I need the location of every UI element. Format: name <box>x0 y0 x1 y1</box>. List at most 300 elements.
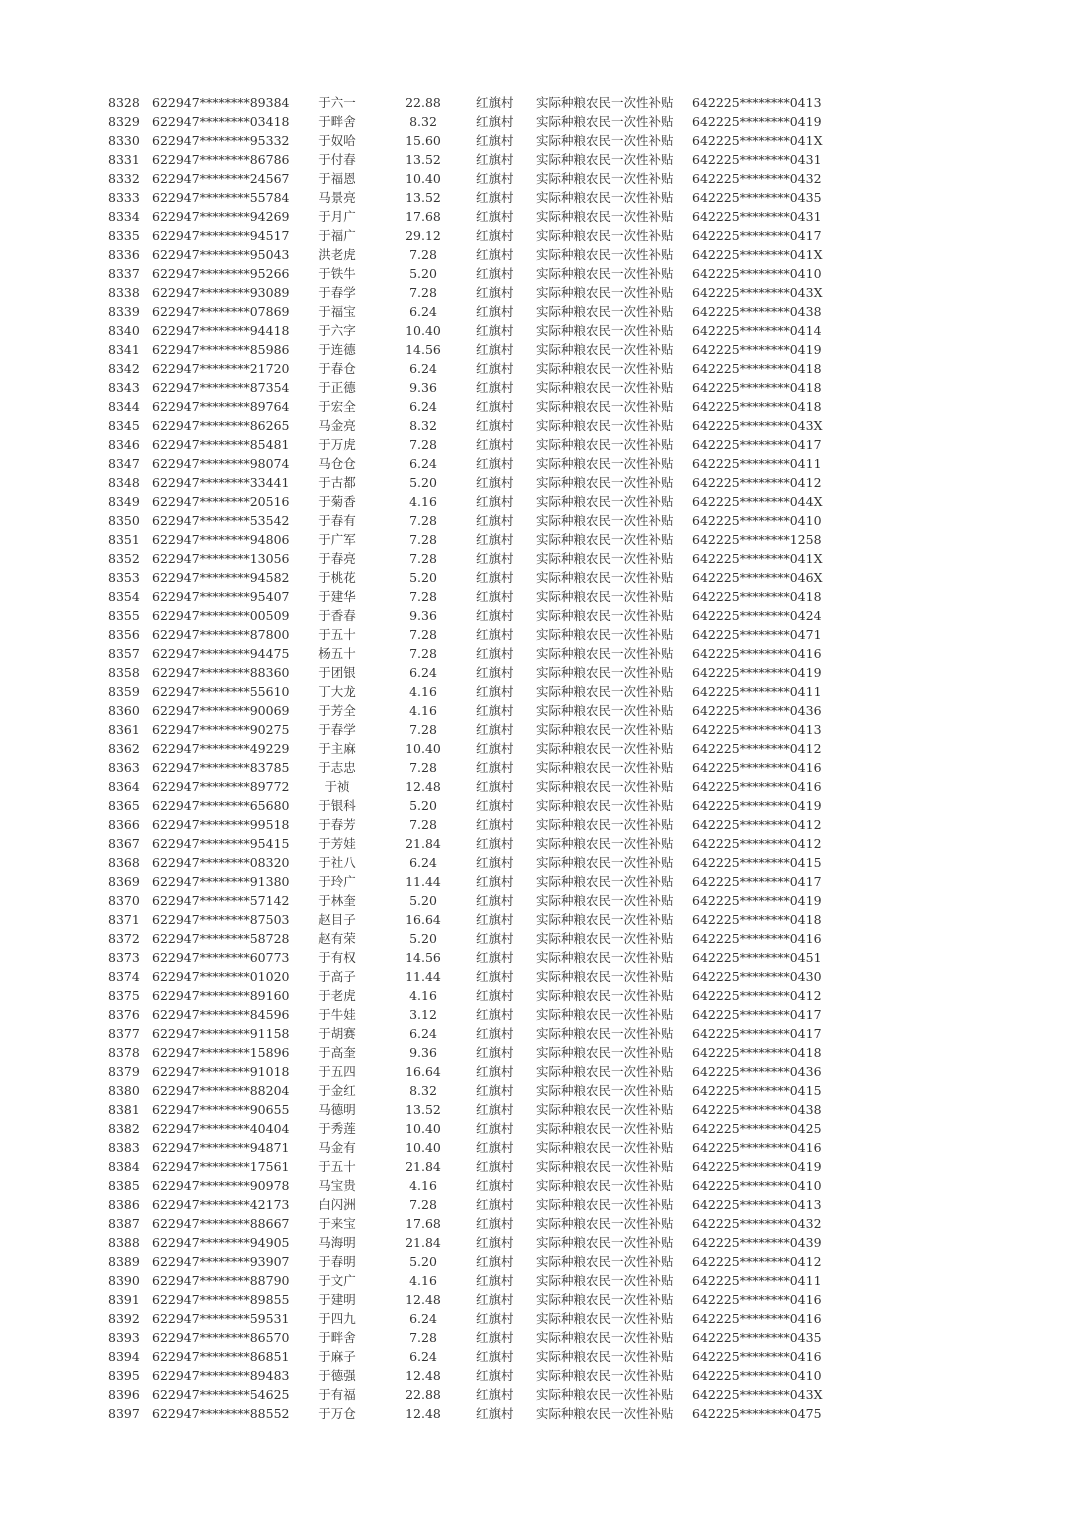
village-name: 红旗村 <box>476 456 514 471</box>
id-number: 642225********0432 <box>692 171 822 186</box>
farmer-name: 于芳全 <box>318 703 356 718</box>
id-number: 642225********0416 <box>692 646 822 661</box>
table-row <box>0 435 1074 454</box>
table-row <box>0 1404 1074 1423</box>
farmer-name: 于牛娃 <box>318 1007 356 1022</box>
table-row <box>0 131 1074 150</box>
id-number: 642225********0419 <box>692 665 822 680</box>
village-name: 红旗村 <box>476 741 514 756</box>
farmer-name: 于六一 <box>318 95 356 110</box>
subsidy-type: 实际种粮农民一次性补贴 <box>536 1159 674 1174</box>
village-name: 红旗村 <box>476 494 514 509</box>
table-row <box>0 910 1074 929</box>
village-name: 红旗村 <box>476 323 514 338</box>
subsidy-type: 实际种粮农民一次性补贴 <box>536 570 674 585</box>
bank-account: 622947********86570 <box>152 1330 290 1345</box>
bank-account: 622947********94269 <box>152 209 290 224</box>
subsidy-type: 实际种粮农民一次性补贴 <box>536 950 674 965</box>
table-row <box>0 93 1074 112</box>
row-seq: 8358 <box>108 665 140 680</box>
subsidy-type: 实际种粮农民一次性补贴 <box>536 1292 674 1307</box>
row-seq: 8335 <box>108 228 140 243</box>
subsidy-amount: 6.24 <box>409 361 437 376</box>
village-name: 红旗村 <box>476 513 514 528</box>
subsidy-amount: 4.16 <box>409 988 437 1003</box>
table-row <box>0 986 1074 1005</box>
subsidy-amount: 7.28 <box>409 551 437 566</box>
subsidy-type: 实际种粮农民一次性补贴 <box>536 1197 674 1212</box>
id-number: 642225********0419 <box>692 1159 822 1174</box>
village-name: 红旗村 <box>476 1235 514 1250</box>
farmer-name: 马金亮 <box>318 418 356 433</box>
id-number: 642225********0451 <box>692 950 822 965</box>
subsidy-type: 实际种粮农民一次性补贴 <box>536 1102 674 1117</box>
table-row <box>0 416 1074 435</box>
row-seq: 8382 <box>108 1121 140 1136</box>
subsidy-amount: 21.84 <box>405 1159 441 1174</box>
row-seq: 8390 <box>108 1273 140 1288</box>
farmer-name: 于菊香 <box>318 494 356 509</box>
bank-account: 622947********95332 <box>152 133 290 148</box>
subsidy-type: 实际种粮农民一次性补贴 <box>536 589 674 604</box>
row-seq: 8329 <box>108 114 140 129</box>
row-seq: 8346 <box>108 437 140 452</box>
bank-account: 622947********89855 <box>152 1292 290 1307</box>
village-name: 红旗村 <box>476 1406 514 1421</box>
subsidy-type: 实际种粮农民一次性补贴 <box>536 190 674 205</box>
subsidy-amount: 7.28 <box>409 589 437 604</box>
village-name: 红旗村 <box>476 228 514 243</box>
farmer-name: 于六字 <box>318 323 356 338</box>
village-name: 红旗村 <box>476 893 514 908</box>
table-row <box>0 1043 1074 1062</box>
farmer-name: 于林奎 <box>318 893 356 908</box>
village-name: 红旗村 <box>476 152 514 167</box>
id-number: 642225********0417 <box>692 874 822 889</box>
farmer-name: 于春有 <box>318 513 356 528</box>
village-name: 红旗村 <box>476 855 514 870</box>
subsidy-type: 实际种粮农民一次性补贴 <box>536 1026 674 1041</box>
id-number: 642225********044X <box>692 494 823 509</box>
table-row <box>0 758 1074 777</box>
village-name: 红旗村 <box>476 1273 514 1288</box>
table-row <box>0 1024 1074 1043</box>
bank-account: 622947********88360 <box>152 665 290 680</box>
id-number: 642225********0435 <box>692 190 822 205</box>
village-name: 红旗村 <box>476 1311 514 1326</box>
table-row <box>0 1214 1074 1233</box>
subsidy-type: 实际种粮农民一次性补贴 <box>536 171 674 186</box>
row-seq: 8377 <box>108 1026 140 1041</box>
id-number: 642225********0417 <box>692 437 822 452</box>
farmer-name: 于月广 <box>318 209 356 224</box>
subsidy-type: 实际种粮农民一次性补贴 <box>536 532 674 547</box>
row-seq: 8352 <box>108 551 140 566</box>
bank-account: 622947********87503 <box>152 912 290 927</box>
subsidy-amount: 22.88 <box>405 1387 441 1402</box>
id-number: 642225********1258 <box>692 532 822 547</box>
subsidy-type: 实际种粮农民一次性补贴 <box>536 247 674 262</box>
subsidy-type: 实际种粮农民一次性补贴 <box>536 418 674 433</box>
subsidy-type: 实际种粮农民一次性补贴 <box>536 1121 674 1136</box>
bank-account: 622947********87354 <box>152 380 290 395</box>
farmer-name: 于来宝 <box>318 1216 356 1231</box>
id-number: 642225********0416 <box>692 931 822 946</box>
row-seq: 8368 <box>108 855 140 870</box>
id-number: 642225********0412 <box>692 817 822 832</box>
bank-account: 622947********89160 <box>152 988 290 1003</box>
id-number: 642225********0430 <box>692 969 822 984</box>
bank-account: 622947********85986 <box>152 342 290 357</box>
row-seq: 8355 <box>108 608 140 623</box>
subsidy-amount: 11.44 <box>405 874 441 889</box>
id-number: 642225********0425 <box>692 1121 822 1136</box>
row-seq: 8367 <box>108 836 140 851</box>
bank-account: 622947********89483 <box>152 1368 290 1383</box>
row-seq: 8376 <box>108 1007 140 1022</box>
subsidy-type: 实际种粮农民一次性补贴 <box>536 1178 674 1193</box>
table-row <box>0 1176 1074 1195</box>
subsidy-amount: 6.24 <box>409 399 437 414</box>
bank-account: 622947********93907 <box>152 1254 290 1269</box>
subsidy-type: 实际种粮农民一次性补贴 <box>536 1273 674 1288</box>
farmer-name: 于秀莲 <box>318 1121 356 1136</box>
id-number: 642225********0410 <box>692 1368 822 1383</box>
village-name: 红旗村 <box>476 1178 514 1193</box>
farmer-name: 于春学 <box>318 285 356 300</box>
bank-account: 622947********01020 <box>152 969 290 984</box>
subsidy-amount: 9.36 <box>409 608 437 623</box>
bank-account: 622947********90069 <box>152 703 290 718</box>
subsidy-amount: 10.40 <box>405 1140 441 1155</box>
subsidy-amount: 9.36 <box>409 380 437 395</box>
row-seq: 8331 <box>108 152 140 167</box>
id-number: 642225********0419 <box>692 114 822 129</box>
village-name: 红旗村 <box>476 1140 514 1155</box>
bank-account: 622947********99518 <box>152 817 290 832</box>
subsidy-amount: 9.36 <box>409 1045 437 1060</box>
id-number: 642225********0418 <box>692 399 822 414</box>
row-seq: 8366 <box>108 817 140 832</box>
subsidy-type: 实际种粮农民一次性补贴 <box>536 798 674 813</box>
id-number: 642225********0416 <box>692 1292 822 1307</box>
subsidy-amount: 7.28 <box>409 1330 437 1345</box>
subsidy-amount: 7.28 <box>409 247 437 262</box>
village-name: 红旗村 <box>476 418 514 433</box>
farmer-name: 于四九 <box>318 1311 356 1326</box>
village-name: 红旗村 <box>476 760 514 775</box>
row-seq: 8369 <box>108 874 140 889</box>
subsidy-amount: 12.48 <box>405 1406 441 1421</box>
table-row <box>0 473 1074 492</box>
subsidy-amount: 7.28 <box>409 817 437 832</box>
farmer-name: 于麻子 <box>318 1349 356 1364</box>
row-seq: 8391 <box>108 1292 140 1307</box>
village-name: 红旗村 <box>476 1121 514 1136</box>
id-number: 642225********0432 <box>692 1216 822 1231</box>
farmer-name: 赵有荣 <box>318 931 356 946</box>
row-seq: 8344 <box>108 399 140 414</box>
subsidy-type: 实际种粮农民一次性补贴 <box>536 1406 674 1421</box>
subsidy-type: 实际种粮农民一次性补贴 <box>536 741 674 756</box>
subsidy-type: 实际种粮农民一次性补贴 <box>536 152 674 167</box>
subsidy-amount: 14.56 <box>405 342 441 357</box>
farmer-name: 于文广 <box>318 1273 356 1288</box>
subsidy-amount: 7.28 <box>409 532 437 547</box>
bank-account: 622947********42173 <box>152 1197 290 1212</box>
farmer-name: 于春仓 <box>318 361 356 376</box>
bank-account: 622947********20516 <box>152 494 290 509</box>
row-seq: 8328 <box>108 95 140 110</box>
farmer-name: 于建明 <box>318 1292 356 1307</box>
id-number: 642225********0410 <box>692 513 822 528</box>
table-row <box>0 1081 1074 1100</box>
village-name: 红旗村 <box>476 722 514 737</box>
table-row <box>0 207 1074 226</box>
subsidy-amount: 6.24 <box>409 665 437 680</box>
row-seq: 8357 <box>108 646 140 661</box>
row-seq: 8337 <box>108 266 140 281</box>
subsidy-type: 实际种粮农民一次性补贴 <box>536 855 674 870</box>
village-name: 红旗村 <box>476 285 514 300</box>
row-seq: 8381 <box>108 1102 140 1117</box>
row-seq: 8345 <box>108 418 140 433</box>
farmer-name: 于宏全 <box>318 399 356 414</box>
village-name: 红旗村 <box>476 570 514 585</box>
id-number: 642225********0419 <box>692 798 822 813</box>
row-seq: 8365 <box>108 798 140 813</box>
row-seq: 8356 <box>108 627 140 642</box>
row-seq: 8387 <box>108 1216 140 1231</box>
table-row <box>0 492 1074 511</box>
row-seq: 8334 <box>108 209 140 224</box>
subsidy-type: 实际种粮农民一次性补贴 <box>536 1254 674 1269</box>
id-number: 642225********0412 <box>692 836 822 851</box>
row-seq: 8348 <box>108 475 140 490</box>
row-seq: 8394 <box>108 1349 140 1364</box>
row-seq: 8342 <box>108 361 140 376</box>
bank-account: 622947********94871 <box>152 1140 290 1155</box>
farmer-name: 于桃花 <box>318 570 356 585</box>
id-number: 642225********0411 <box>692 684 822 699</box>
village-name: 红旗村 <box>476 817 514 832</box>
bank-account: 622947********94905 <box>152 1235 290 1250</box>
subsidy-amount: 6.24 <box>409 1311 437 1326</box>
id-number: 642225********0412 <box>692 1254 822 1269</box>
table-row <box>0 169 1074 188</box>
subsidy-amount: 12.48 <box>405 1368 441 1383</box>
id-number: 642225********0416 <box>692 1349 822 1364</box>
subsidy-amount: 10.40 <box>405 171 441 186</box>
table-row <box>0 1252 1074 1271</box>
table-row <box>0 682 1074 701</box>
id-number: 642225********0415 <box>692 1083 822 1098</box>
subsidy-type: 实际种粮农民一次性补贴 <box>536 874 674 889</box>
id-number: 642225********043X <box>692 285 823 300</box>
id-number: 642225********0410 <box>692 1178 822 1193</box>
subsidy-amount: 5.20 <box>409 475 437 490</box>
row-seq: 8363 <box>108 760 140 775</box>
subsidy-type: 实际种粮农民一次性补贴 <box>536 380 674 395</box>
village-name: 红旗村 <box>476 1045 514 1060</box>
table-row <box>0 834 1074 853</box>
village-name: 红旗村 <box>476 1064 514 1079</box>
subsidy-type: 实际种粮农民一次性补贴 <box>536 1387 674 1402</box>
subsidy-type: 实际种粮农民一次性补贴 <box>536 1045 674 1060</box>
farmer-name: 于福宝 <box>318 304 356 319</box>
farmer-name: 于铁牛 <box>318 266 356 281</box>
table-row <box>0 1366 1074 1385</box>
village-name: 红旗村 <box>476 684 514 699</box>
table-row <box>0 1138 1074 1157</box>
subsidy-amount: 17.68 <box>405 209 441 224</box>
farmer-name: 于芳娃 <box>318 836 356 851</box>
village-name: 红旗村 <box>476 399 514 414</box>
subsidy-type: 实际种粮农民一次性补贴 <box>536 399 674 414</box>
bank-account: 622947********83785 <box>152 760 290 775</box>
subsidy-type: 实际种粮农民一次性补贴 <box>536 456 674 471</box>
table-row <box>0 967 1074 986</box>
farmer-name: 于香春 <box>318 608 356 623</box>
subsidy-amount: 7.28 <box>409 1197 437 1212</box>
village-name: 红旗村 <box>476 247 514 262</box>
subsidy-amount: 6.24 <box>409 456 437 471</box>
subsidy-amount: 5.20 <box>409 266 437 281</box>
row-seq: 8383 <box>108 1140 140 1155</box>
subsidy-amount: 4.16 <box>409 494 437 509</box>
subsidy-amount: 16.64 <box>405 912 441 927</box>
bank-account: 622947********85481 <box>152 437 290 452</box>
subsidy-amount: 10.40 <box>405 741 441 756</box>
subsidy-amount: 7.28 <box>409 513 437 528</box>
table-row <box>0 644 1074 663</box>
row-seq: 8380 <box>108 1083 140 1098</box>
farmer-name: 于社八 <box>318 855 356 870</box>
bank-account: 622947********94475 <box>152 646 290 661</box>
table-row <box>0 112 1074 131</box>
row-seq: 8340 <box>108 323 140 338</box>
id-number: 642225********0413 <box>692 722 822 737</box>
subsidy-type: 实际种粮农民一次性补贴 <box>536 779 674 794</box>
subsidy-type: 实际种粮农民一次性补贴 <box>536 494 674 509</box>
bank-account: 622947********59531 <box>152 1311 290 1326</box>
subsidy-type: 实际种粮农民一次性补贴 <box>536 209 674 224</box>
id-number: 642225********0424 <box>692 608 822 623</box>
subsidy-amount: 22.88 <box>405 95 441 110</box>
row-seq: 8336 <box>108 247 140 262</box>
bank-account: 622947********58728 <box>152 931 290 946</box>
table-row <box>0 606 1074 625</box>
row-seq: 8353 <box>108 570 140 585</box>
id-number: 642225********0416 <box>692 1311 822 1326</box>
id-number: 642225********041X <box>692 133 823 148</box>
row-seq: 8374 <box>108 969 140 984</box>
subsidy-type: 实际种粮农民一次性补贴 <box>536 646 674 661</box>
subsidy-amount: 3.12 <box>409 1007 437 1022</box>
id-number: 642225********0412 <box>692 475 822 490</box>
farmer-name: 于建华 <box>318 589 356 604</box>
subsidy-type: 实际种粮农民一次性补贴 <box>536 608 674 623</box>
id-number: 642225********0412 <box>692 988 822 1003</box>
bank-account: 622947********94806 <box>152 532 290 547</box>
bank-account: 622947********89772 <box>152 779 290 794</box>
subsidy-type: 实际种粮农民一次性补贴 <box>536 817 674 832</box>
bank-account: 622947********90655 <box>152 1102 290 1117</box>
village-name: 红旗村 <box>476 874 514 889</box>
bank-account: 622947********95415 <box>152 836 290 851</box>
farmer-name: 于玲广 <box>318 874 356 889</box>
village-name: 红旗村 <box>476 798 514 813</box>
table-row <box>0 283 1074 302</box>
table-row <box>0 1328 1074 1347</box>
table-row <box>0 1347 1074 1366</box>
subsidy-type: 实际种粮农民一次性补贴 <box>536 893 674 908</box>
farmer-name: 于付春 <box>318 152 356 167</box>
subsidy-type: 实际种粮农民一次性补贴 <box>536 1235 674 1250</box>
table-row <box>0 378 1074 397</box>
bank-account: 622947********90275 <box>152 722 290 737</box>
subsidy-type: 实际种粮农民一次性补贴 <box>536 551 674 566</box>
subsidy-amount: 5.20 <box>409 931 437 946</box>
row-seq: 8362 <box>108 741 140 756</box>
row-seq: 8375 <box>108 988 140 1003</box>
row-seq: 8341 <box>108 342 140 357</box>
subsidy-amount: 11.44 <box>405 969 441 984</box>
table-row <box>0 777 1074 796</box>
subsidy-amount: 16.64 <box>405 1064 441 1079</box>
subsidy-amount: 8.32 <box>409 114 437 129</box>
id-number: 642225********0417 <box>692 1007 822 1022</box>
id-number: 642225********0417 <box>692 1026 822 1041</box>
village-name: 红旗村 <box>476 209 514 224</box>
farmer-name: 于古都 <box>318 475 356 490</box>
village-name: 红旗村 <box>476 627 514 642</box>
subsidy-amount: 10.40 <box>405 323 441 338</box>
row-seq: 8347 <box>108 456 140 471</box>
row-seq: 8351 <box>108 532 140 547</box>
subsidy-type: 实际种粮农民一次性补贴 <box>536 684 674 699</box>
row-seq: 8360 <box>108 703 140 718</box>
village-name: 红旗村 <box>476 1349 514 1364</box>
row-seq: 8378 <box>108 1045 140 1060</box>
subsidy-table <box>0 93 1074 1423</box>
table-row <box>0 625 1074 644</box>
subsidy-amount: 7.28 <box>409 437 437 452</box>
subsidy-type: 实际种粮农民一次性补贴 <box>536 1140 674 1155</box>
subsidy-amount: 5.20 <box>409 570 437 585</box>
id-number: 642225********0438 <box>692 1102 822 1117</box>
row-seq: 8332 <box>108 171 140 186</box>
subsidy-amount: 10.40 <box>405 1121 441 1136</box>
subsidy-type: 实际种粮农民一次性补贴 <box>536 437 674 452</box>
bank-account: 622947********55784 <box>152 190 290 205</box>
table-row <box>0 340 1074 359</box>
village-name: 红旗村 <box>476 1007 514 1022</box>
subsidy-type: 实际种粮农民一次性补贴 <box>536 1064 674 1079</box>
id-number: 642225********0439 <box>692 1235 822 1250</box>
bank-account: 622947********91018 <box>152 1064 290 1079</box>
bank-account: 622947********98074 <box>152 456 290 471</box>
subsidy-type: 实际种粮农民一次性补贴 <box>536 1349 674 1364</box>
bank-account: 622947********94418 <box>152 323 290 338</box>
subsidy-amount: 7.28 <box>409 627 437 642</box>
village-name: 红旗村 <box>476 1026 514 1041</box>
table-row <box>0 796 1074 815</box>
subsidy-amount: 6.24 <box>409 855 437 870</box>
subsidy-type: 实际种粮农民一次性补贴 <box>536 114 674 129</box>
bank-account: 622947********88667 <box>152 1216 290 1231</box>
subsidy-amount: 5.20 <box>409 1254 437 1269</box>
